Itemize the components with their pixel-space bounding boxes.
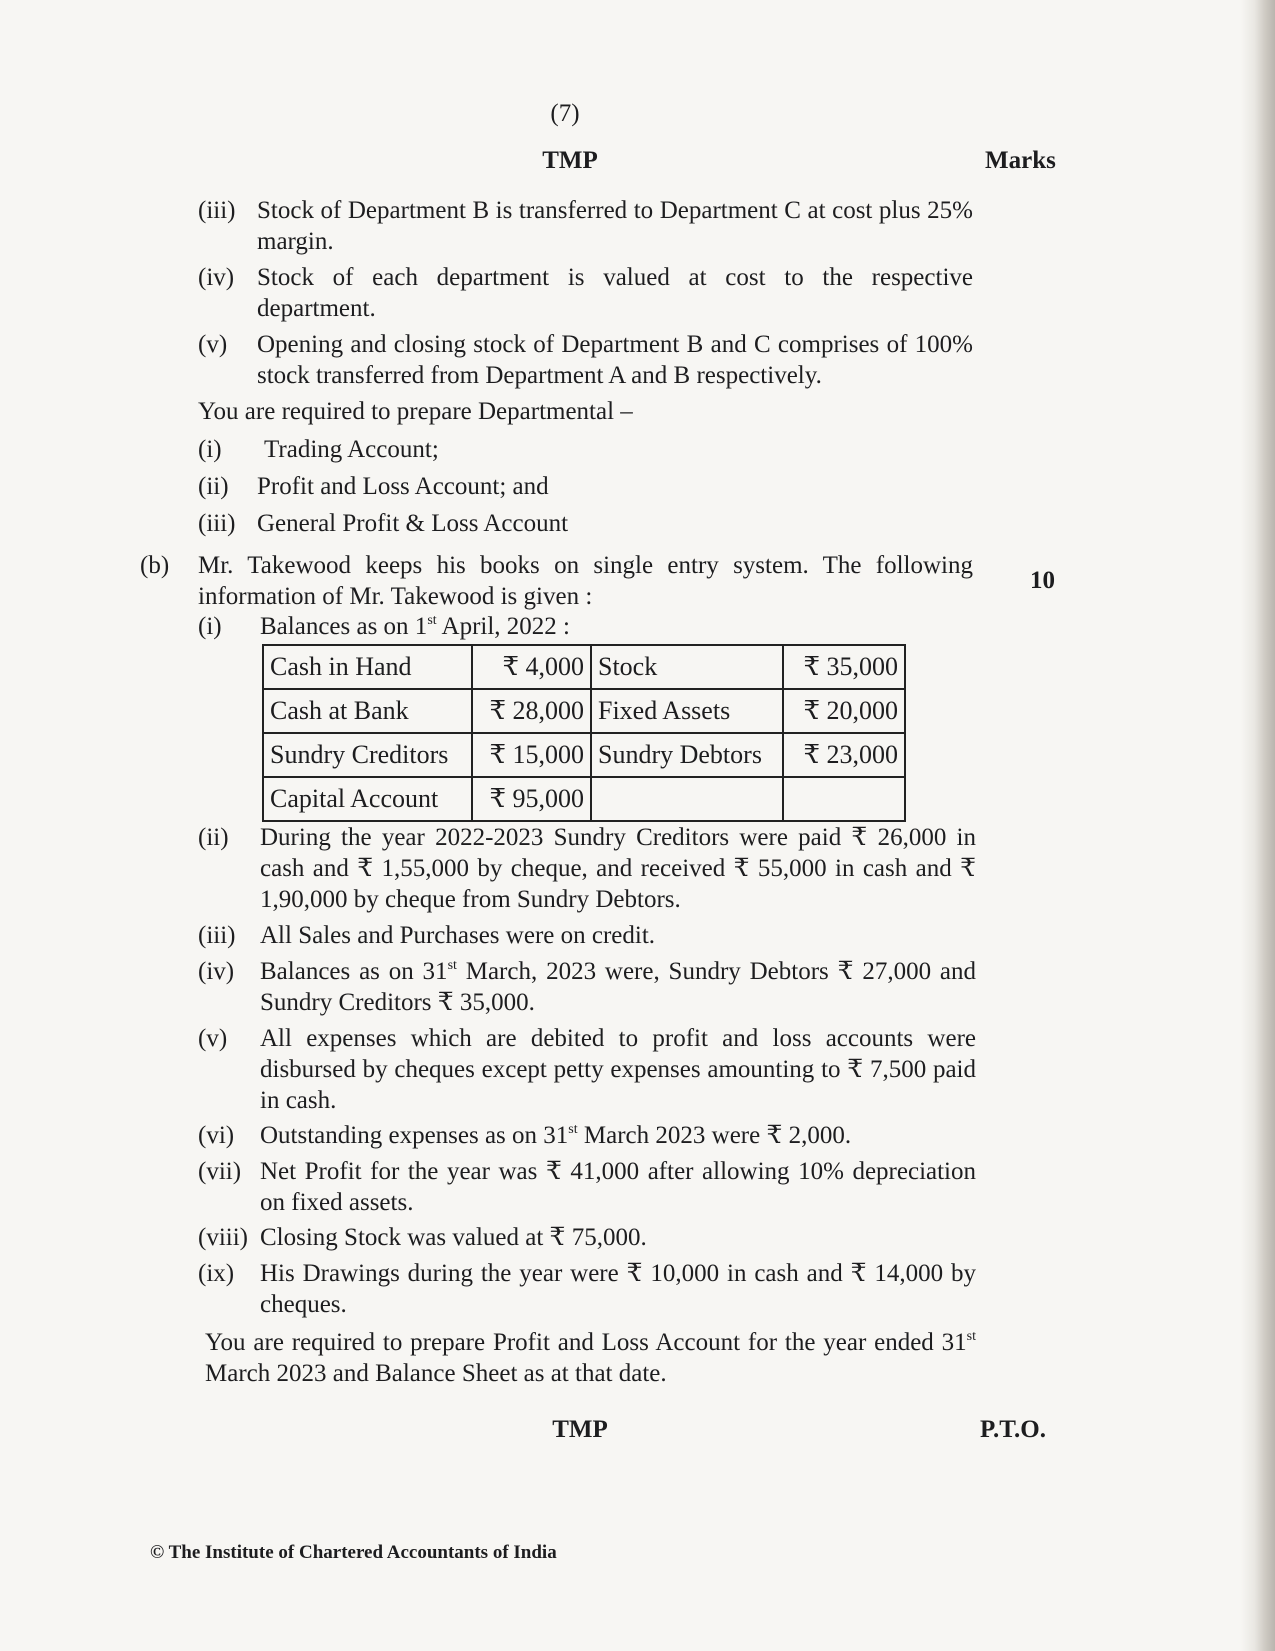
item-number: (vii): [198, 1158, 242, 1185]
table-cell: [591, 777, 783, 821]
table-cell: ₹ 23,000: [783, 733, 905, 777]
item-number: (v): [198, 1025, 228, 1052]
item-number: (ii): [198, 473, 229, 500]
table-cell: Stock: [591, 645, 783, 689]
item-number: (i): [198, 436, 222, 463]
part-b-marks: 10: [1030, 567, 1055, 594]
table-cell: ₹ 35,000: [783, 645, 905, 689]
part-b-item-iii: All Sales and Purchases were on credit.: [260, 922, 656, 949]
part-b-intro: Mr. Takewood keeps his books on single entry system. The following information of Mr. Takewood is given :: [198, 552, 973, 610]
page-edge-shadow: [1241, 0, 1275, 1651]
item-number: (iii): [198, 922, 236, 949]
table-cell: ₹ 95,000: [472, 777, 591, 821]
part-a-required-intro: You are required to prepare Departmental –: [198, 398, 633, 425]
item-number: (ix): [198, 1260, 235, 1287]
part-b-label: (b): [140, 552, 170, 579]
item-number: (viii): [198, 1224, 248, 1251]
table-cell: ₹ 15,000: [472, 733, 591, 777]
table-cell: ₹ 20,000: [783, 689, 905, 733]
part-b-item-iv: Balances as on 31st March, 2023 were, Sundry Debtors ₹ 27,000 and Sundry Creditors ₹ 35,000.: [260, 957, 977, 1016]
table-row: [263, 689, 905, 733]
page-number: (7): [550, 100, 580, 127]
part-b-required: You are required to prepare Profit and Loss Account for the year ended 31st March 2023 and Balance Sheet as at that date.: [205, 1328, 976, 1387]
table-cell: ₹ 28,000: [472, 689, 591, 733]
copyright-notice: © The Institute of Chartered Accountants of India: [150, 1542, 557, 1563]
part-b-item-vii: Net Profit for the year was ₹ 41,000 after allowing 10% depreciation on fixed assets.: [260, 1158, 976, 1216]
balances-heading: Balances as on 1st April, 2022 :: [260, 612, 570, 640]
pto-label: P.T.O.: [980, 1416, 1046, 1443]
required-item-trading: Trading Account;: [264, 436, 439, 463]
part-a-item-iii: Stock of Department B is transferred to Department C at cost plus 25% margin.: [257, 197, 973, 255]
table-cell: Cash at Bank: [263, 689, 472, 733]
table-cell: Cash in Hand: [263, 645, 472, 689]
item-number: (iii): [198, 197, 236, 224]
part-a-item-iv: Stock of each department is valued at cost to the respective department.: [257, 264, 973, 322]
table-row: [263, 777, 905, 821]
table-cell: ₹ 4,000: [472, 645, 591, 689]
table-cell: Sundry Creditors: [263, 733, 472, 777]
balances-table: [262, 644, 906, 822]
item-number: (vi): [198, 1122, 235, 1149]
required-item-pl: Profit and Loss Account; and: [257, 473, 549, 500]
table-row: [263, 733, 905, 777]
table-cell: [783, 777, 905, 821]
item-number: (i): [198, 613, 222, 640]
table-cell: Capital Account: [263, 777, 472, 821]
item-number: (iv): [198, 958, 235, 985]
part-b-item-ii: During the year 2022-2023 Sundry Creditors were paid ₹ 26,000 in cash and ₹ 1,55,000 by cheque, and received ₹ 55,000 in cash and ₹ 1,90,000 by cheque from Sundry Debtors.: [260, 824, 976, 913]
item-number: (v): [198, 331, 228, 358]
item-number: (iv): [198, 264, 235, 291]
table-row: [263, 645, 905, 689]
item-number: (iii): [198, 510, 236, 537]
part-b-item-v: All expenses which are debited to profit and loss accounts were disbursed by cheques except petty expenses amounting to ₹ 7,500 paid in cash.: [260, 1025, 976, 1114]
footer-code: TMP: [552, 1416, 608, 1443]
part-a-item-v: Opening and closing stock of Department B and C comprises of 100% stock transferred from Department A and B respectively.: [257, 331, 973, 389]
header-code: TMP: [542, 147, 598, 174]
part-b-item-vi: Outstanding expenses as on 31st March 2023 were ₹ 2,000.: [260, 1121, 852, 1149]
part-b-item-ix: His Drawings during the year were ₹ 10,000 in cash and ₹ 14,000 by cheques.: [260, 1260, 976, 1318]
required-item-general-pl: General Profit & Loss Account: [257, 510, 569, 537]
table-cell: Sundry Debtors: [591, 733, 783, 777]
marks-label: Marks: [985, 147, 1056, 174]
part-b-item-viii: Closing Stock was valued at ₹ 75,000.: [260, 1224, 647, 1251]
table-cell: Fixed Assets: [591, 689, 783, 733]
item-number: (ii): [198, 824, 229, 851]
